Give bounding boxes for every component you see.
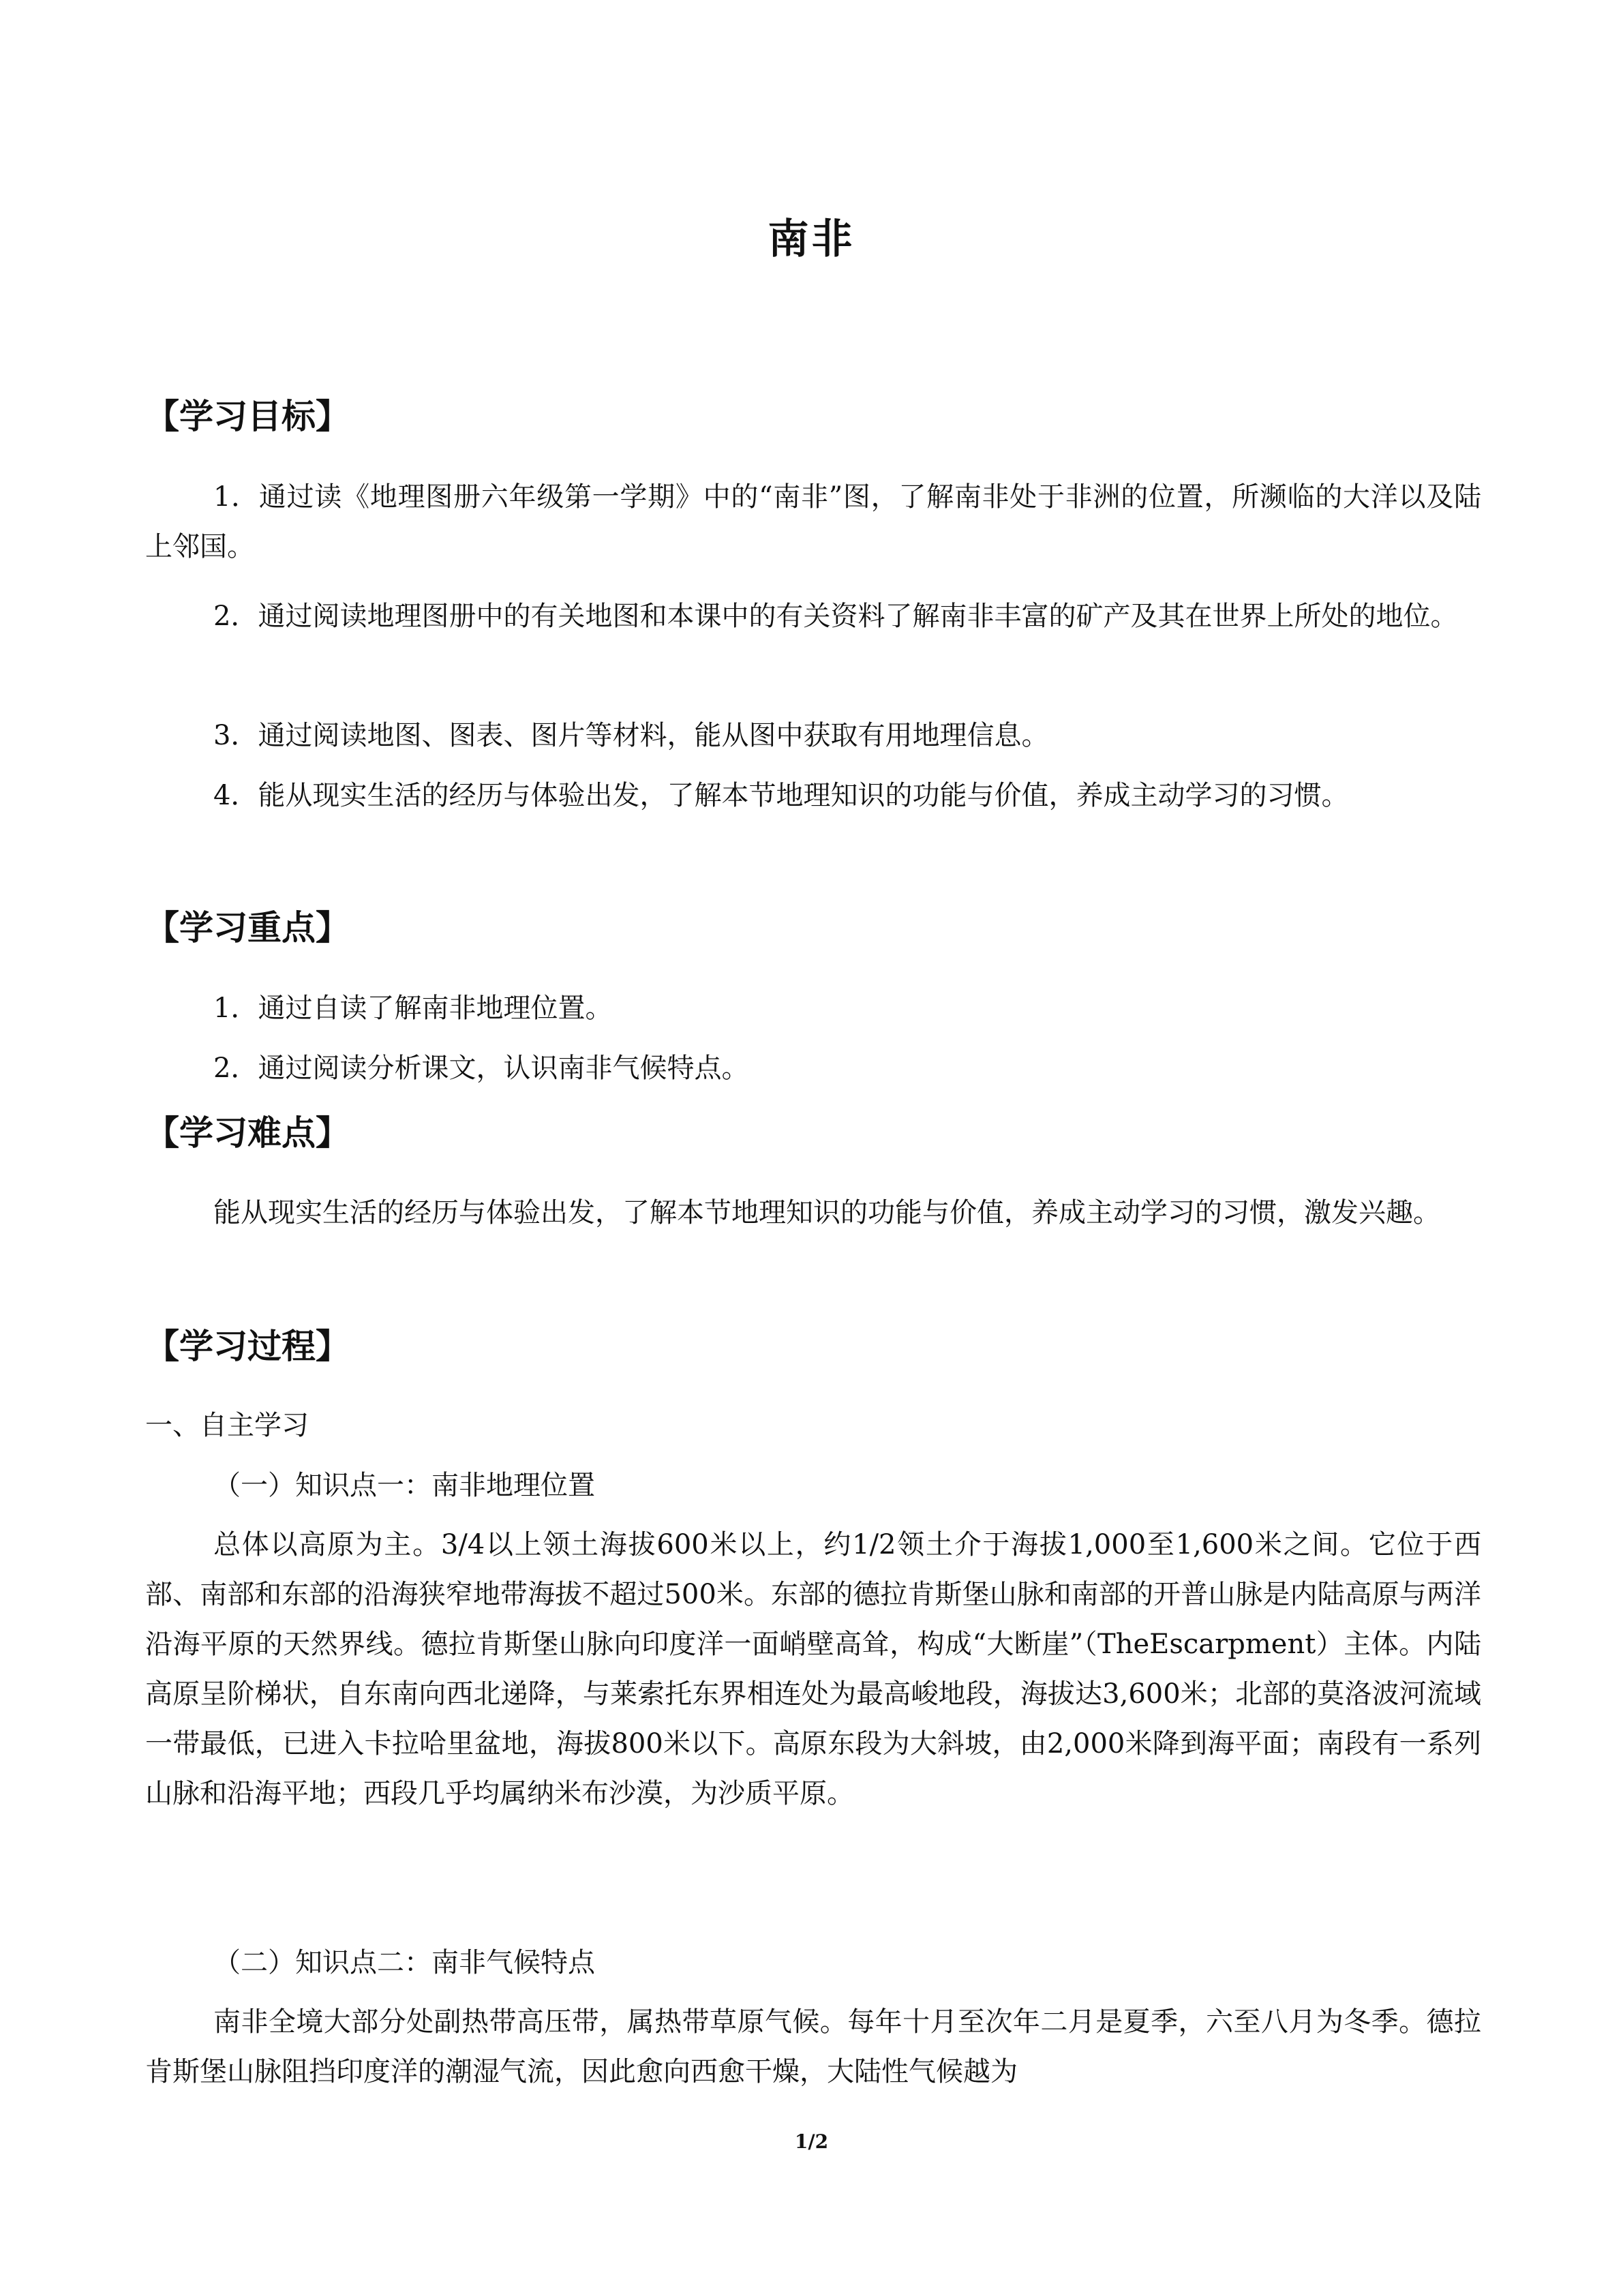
knowledge-point-1-text: 总体以高原为主。3/4以上领土海拔600米以上，约1/2领土介于海拔1,000至1,600米之间。它位于西部、南部和东部的沿海狭窄地带海拔不超过500米。东部的德拉肯斯堡山脉和南部的开普山脉是内陆高原与两洋沿海平原的天然界线。德拉肯斯堡山脉向印度洋一面峭壁高耸，构成“大断崖”（TheEscarpment）主体。内陆高原呈阶梯状，自东南向西北递降，与莱索托东界相连处为最高峻地段，海拔达3,600米；北部的莫洛波河流域一带最低，已进入卡拉哈里盆地，海拔800米以下。高原东段为大斜坡，由2,000米降到海平面；南段有一系列山脉和沿海平地；西段几乎均属纳米布沙漠，为沙质平原。 bbox=[145, 1529, 1481, 1809]
key-point-item-2: 2．通过阅读分析课文，认识南非气候特点。 bbox=[213, 1053, 749, 1084]
objective-item-3: 3．通过阅读地图、图表、图片等材料，能从图中获取有用地理信息。 bbox=[213, 720, 1049, 751]
knowledge-point-2-title: （二）知识点二：南非气候特点 bbox=[213, 1947, 595, 1978]
page-title: 南非 bbox=[768, 215, 855, 263]
difficulties-heading: 【学习难点】 bbox=[145, 1113, 350, 1153]
objective-item-4: 4．能从现实生活的经历与体验出发，了解本节地理知识的功能与价值，养成主动学习的习惯。 bbox=[213, 780, 1349, 811]
objective-item-1: 1．通过读《地理图册六年级第一学期》中的“南非”图，了解南非处于非洲的位置，所濒临的大洋以及陆上邻国。 bbox=[145, 481, 1481, 562]
key-points-heading: 【学习重点】 bbox=[145, 908, 350, 948]
objective-item-2: 2．通过阅读地理图册中的有关地图和本课中的有关资料了解南非丰富的矿产及其在世界上所处的地位。 bbox=[213, 601, 1458, 632]
process-heading: 【学习过程】 bbox=[145, 1327, 350, 1366]
page-number: 1/2 bbox=[794, 2130, 829, 2153]
part1-title: 一、自主学习 bbox=[145, 1410, 309, 1441]
knowledge-point-2-text: 南非全境大部分处副热带高压带，属热带草原气候。每年十月至次年二月是夏季，六至八月为冬季。德拉肯斯堡山脉阻挡印度洋的潮湿气流，因此愈向西愈干燥，大陆性气候越为 bbox=[145, 2006, 1481, 2087]
knowledge-point-1-title: （一）知识点一：南非地理位置 bbox=[213, 1470, 595, 1501]
key-point-item-1: 1．通过自读了解南非地理位置。 bbox=[213, 993, 613, 1024]
difficulties-text: 能从现实生活的经历与体验出发，了解本节地理知识的功能与价值，养成主动学习的习惯，激发兴趣。 bbox=[213, 1197, 1440, 1228]
objectives-heading: 【学习目标】 bbox=[145, 397, 350, 436]
